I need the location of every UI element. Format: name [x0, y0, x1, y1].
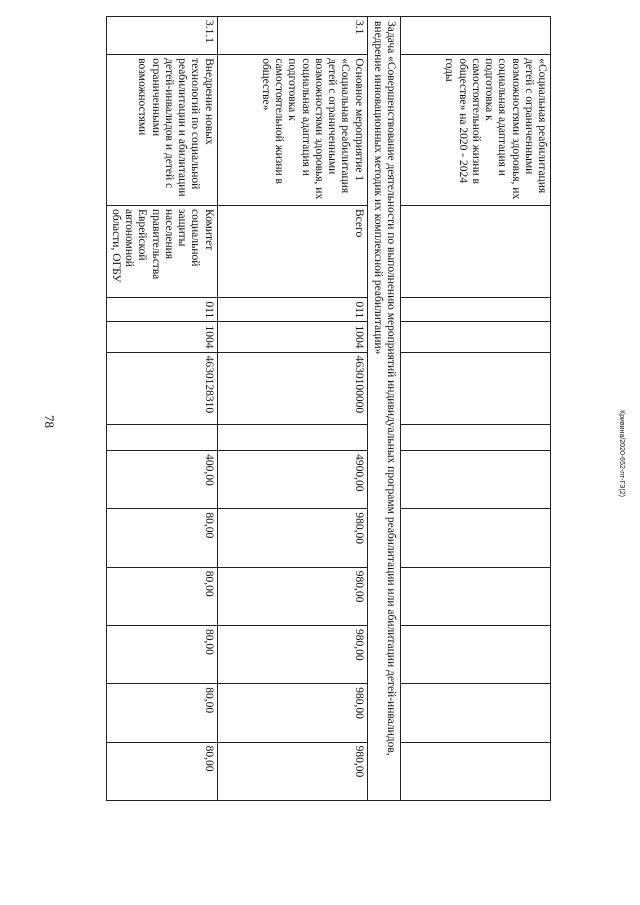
- row-rzpr: 1004: [106, 322, 217, 352]
- row-2021: 80,00: [106, 567, 217, 625]
- row-name: Внедрение новых технологий по социальной реабилитации и абилитации детей-инвалидов и детей с ограниченными возможностями: [106, 55, 217, 206]
- row-csr: 4630100000: [217, 352, 367, 424]
- cell-empty: [401, 509, 551, 567]
- row-grbs: 011: [106, 298, 217, 322]
- table-row: [106, 17, 217, 801]
- file-label: Кривина/2020-652-пт-ГЗ(2): [617, 410, 625, 497]
- row-2022: 80,00: [106, 625, 217, 683]
- cell-empty: [401, 567, 551, 625]
- cell-empty: [401, 451, 551, 509]
- subprogram-name: «Социальная реабилитация детей с ограниченными возможностями здоровья, их социальная адаптация и подготовка к самостоятельной жизни в обществе» на 2020 - 2024 годы: [401, 55, 551, 206]
- row-executor: Комитет социальной защиты населения правительства Еврейской автономной области, ОГБУ: [106, 206, 217, 298]
- row-index: 3.1.1: [106, 17, 217, 55]
- page-number: 78: [42, 415, 57, 428]
- row-csr: 4630128310: [106, 352, 217, 424]
- row-2024: 80,00: [106, 742, 217, 800]
- table-row: [401, 17, 551, 801]
- task-text: Задача «Совершенствование деятельности по выполнению мероприятий индивидуальных программ реабилитации или абилитации детей-инвалидов, внедрение инновационных методик их комплексной реабилитации»: [367, 17, 400, 801]
- row-2023: 80,00: [106, 684, 217, 742]
- row-2020: 980,00: [217, 509, 367, 567]
- cell-empty: [401, 352, 551, 424]
- cell-empty: [401, 206, 551, 298]
- cell-empty: [401, 625, 551, 683]
- row-2022: 980,00: [217, 625, 367, 683]
- row-2020: 80,00: [106, 509, 217, 567]
- cell-idx: [401, 17, 551, 55]
- row-name: Основное мероприятие 1 «Социальная реабилитация детей с ограниченными возможностями здоровья, их социальная адаптация и подготовка к самостоятельной жизни в обществе»: [217, 55, 367, 206]
- row-vr: [217, 424, 367, 450]
- row-vr: [106, 424, 217, 450]
- cell-empty: [401, 298, 551, 322]
- cell-empty: [401, 742, 551, 800]
- cell-empty: [401, 322, 551, 352]
- cell-empty: [401, 684, 551, 742]
- row-2023: 980,00: [217, 684, 367, 742]
- task-row: [367, 17, 400, 801]
- row-rzpr: 1004: [217, 322, 367, 352]
- table-row: [217, 17, 367, 801]
- row-index: 3.1: [217, 17, 367, 55]
- row-executor: Всего: [217, 206, 367, 298]
- row-2024: 980,00: [217, 742, 367, 800]
- row-grbs: 011: [217, 298, 367, 322]
- rotated-table: [86, 16, 551, 801]
- row-2021: 980,00: [217, 567, 367, 625]
- table-container: [86, 0, 551, 800]
- row-total: 400,00: [106, 451, 217, 509]
- program-table: [106, 16, 551, 801]
- row-total: 4900,00: [217, 451, 367, 509]
- cell-empty: [401, 424, 551, 450]
